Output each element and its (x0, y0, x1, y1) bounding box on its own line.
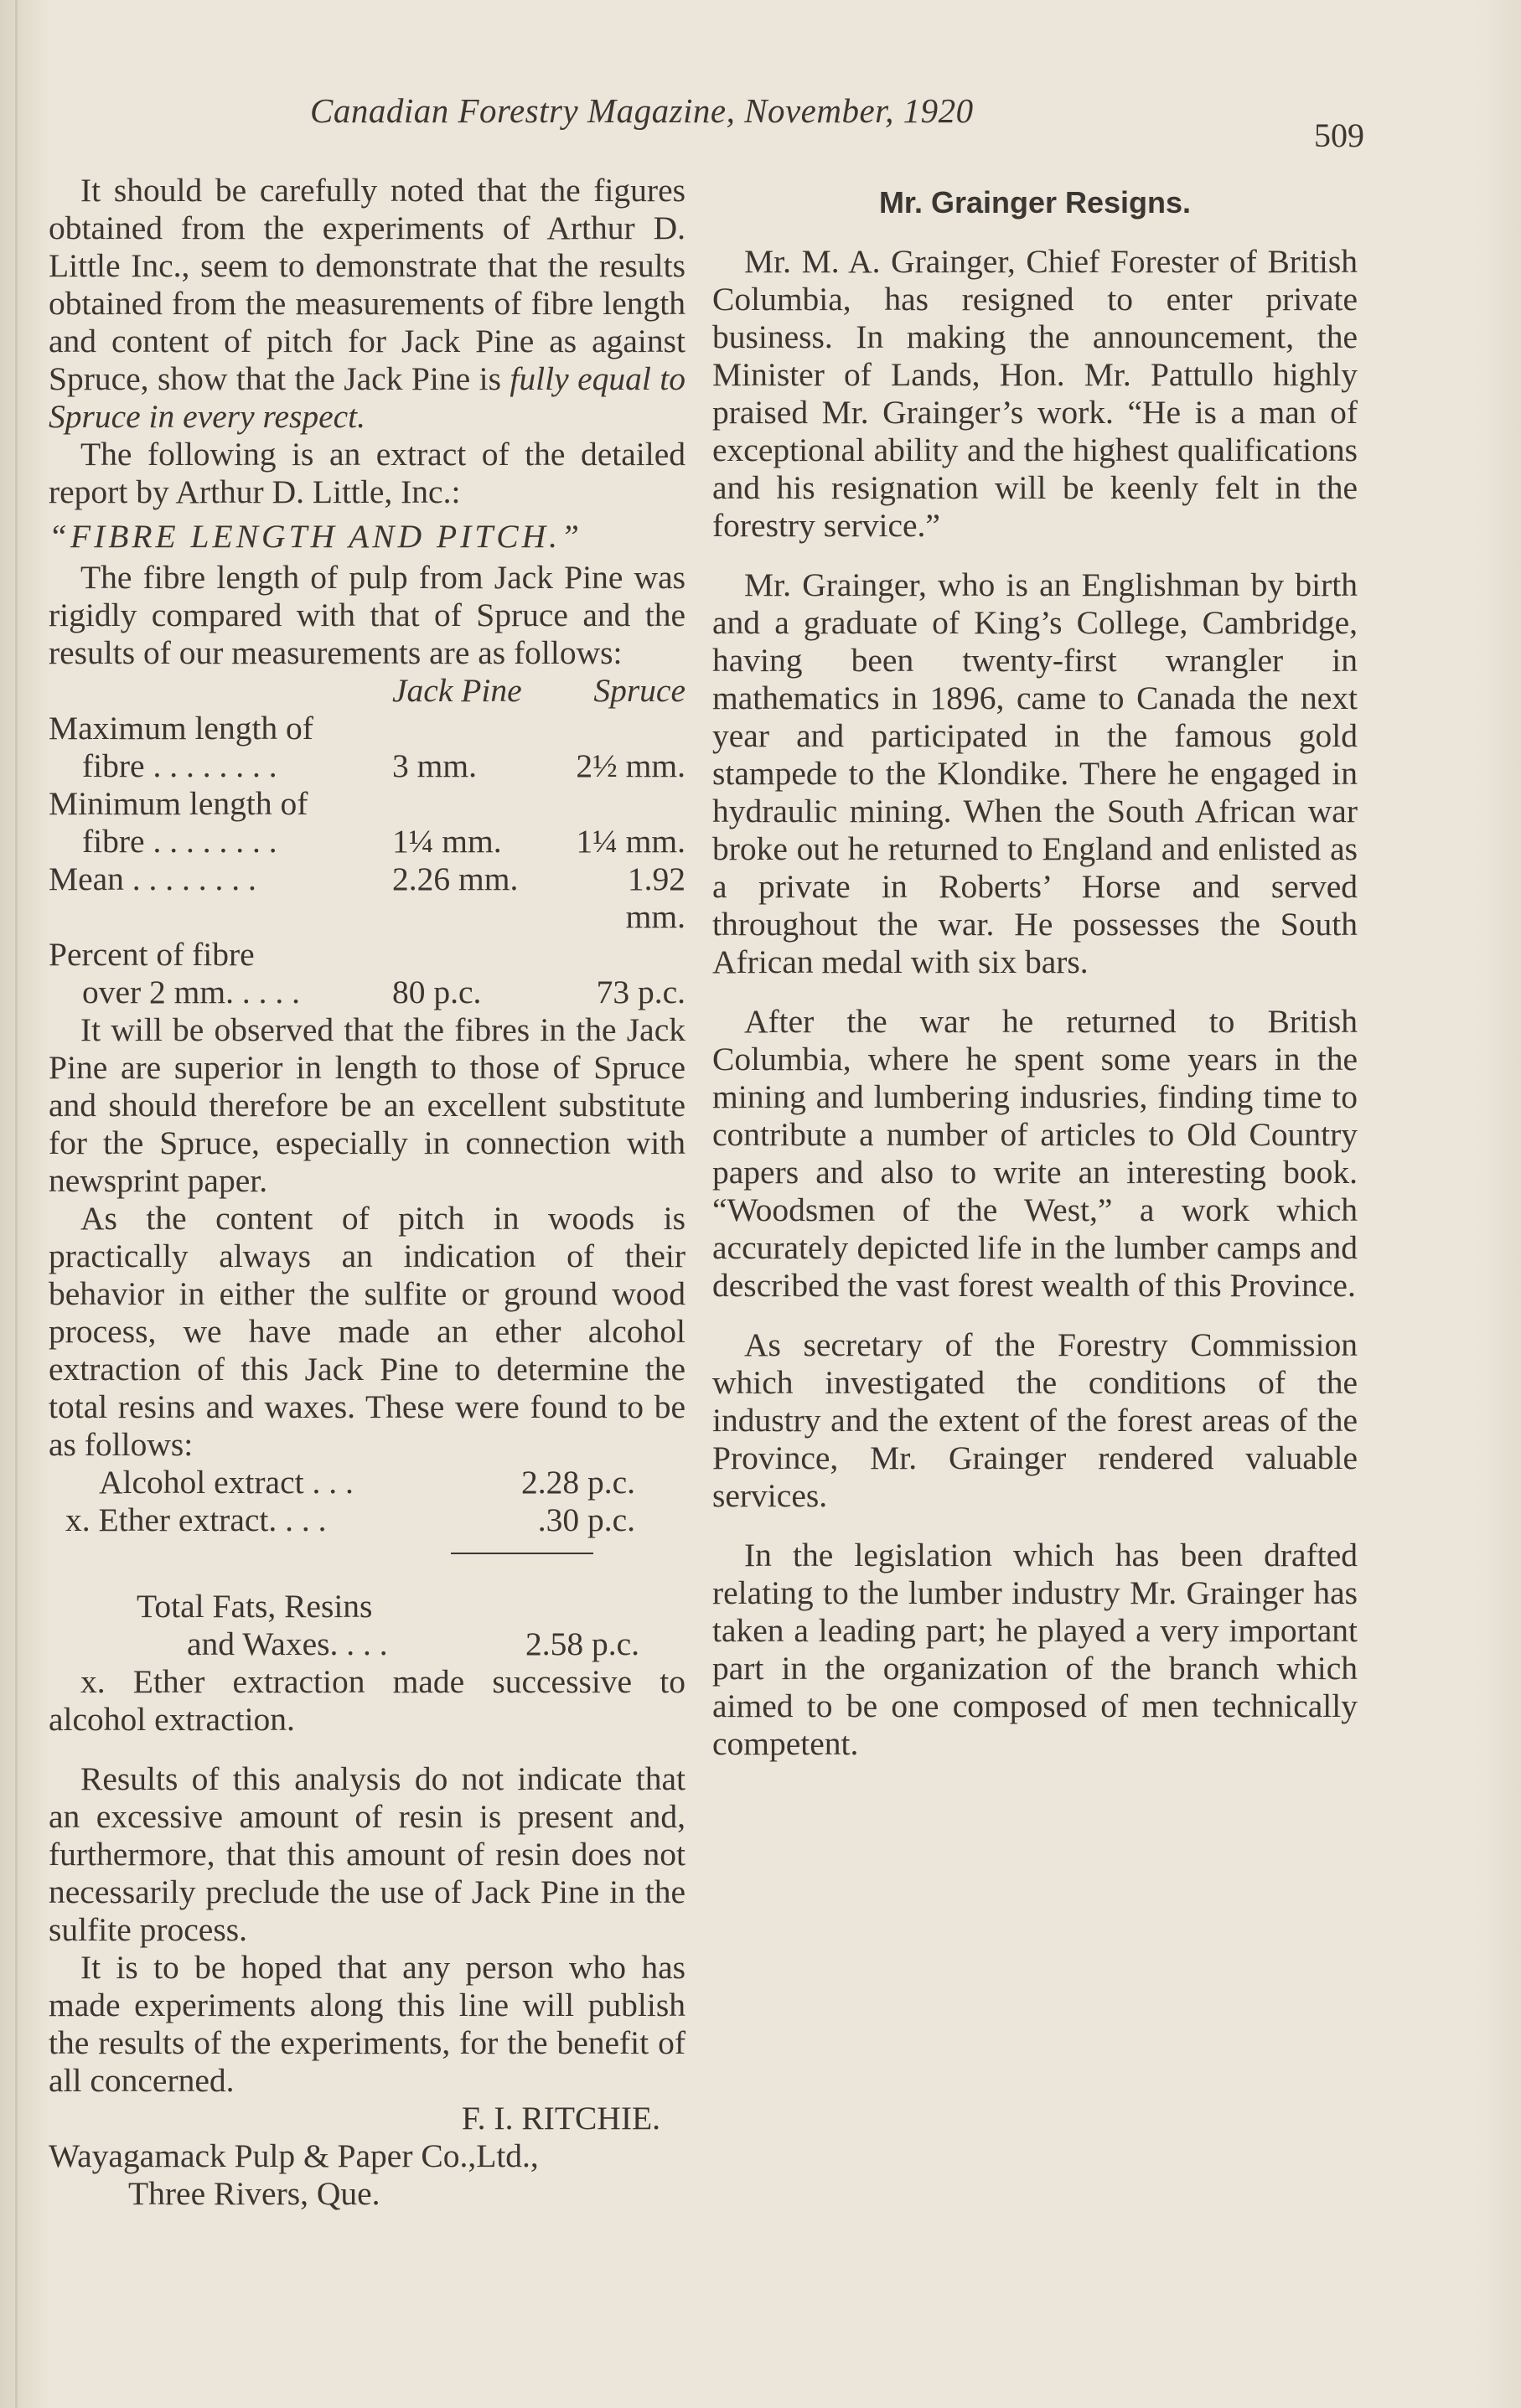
emphasis-text: fully equal to Spruce in every respect. (49, 360, 686, 435)
right-column (712, 180, 1358, 1763)
paragraph: Mr. M. A. Grainger, Chief Forester of British Columbia, has resigned to enter private business. In making the announcement, the Minister of Lands, Hon. Mr. Pattullo highly praised Mr. Grainger’s work. “He is a man of exceptional ability and the highest qualifications and his resignation will be keenly felt in the forestry service.” (712, 243, 1358, 544)
extract-row: Alcohol extract . . . 2.28 p.c. (99, 1464, 635, 1501)
column-header: Jack Pine (392, 672, 522, 709)
paragraph (49, 172, 685, 436)
fibre-table (49, 672, 685, 1011)
table-row-label: Minimum length of (49, 785, 308, 822)
column-header: Spruce (593, 672, 685, 709)
total-rule (451, 1553, 593, 1554)
article-headline: Mr. Grainger Resigns. (878, 185, 1192, 220)
total-row: and Waxes. . . . 2.58 p.c. (187, 1625, 639, 1662)
paragraph: It will be observed that the fibres in the Jack Pine are superior in length to those of Spruce and should therefore be an excellent substitute for the Spruce, especially in connection with newsprint paper. (49, 1011, 685, 1199)
total-label-line: Total Fats, Resins (137, 1588, 373, 1625)
table-row: fibre . . . . . . . . 3 mm. 2½ mm. (82, 747, 685, 784)
signature-name: F. I. RITCHIE. (461, 2100, 660, 2137)
paragraph: As the content of pitch in woods is practically always an indication of their behavior in either the sulfite or ground wood process, we have made an ether alcohol extraction of this Jack Pine to determine the total resins and waxes. These were found to be as follows: (49, 1200, 685, 1463)
left-column (49, 172, 685, 2213)
paragraph: The fibre length of pulp from Jack Pine was rigidly compared with that of Spruce and the results of our measurements are as follows: (49, 559, 685, 671)
paragraph: Results of this analysis do not indicate that an excessive amount of resin is present and, furthermore, that this amount of resin does not necessarily preclude the use of Jack Pine in the sulfite process. (49, 1760, 685, 1948)
table-row: Mean . . . . . . . . 2.26 mm. 1.92 mm. (49, 860, 685, 935)
paragraph-text: It should be carefully noted that the figures obtained from the experiments of Arthur D. Little Inc., seem to demonstrate that the results obtained from the measurements of fibre length and content of pitch for Jack Pine as against Spruce, show that the Jack Pine is (49, 172, 685, 397)
paragraph: It is to be hoped that any person who has made experiments along this line will publish the results of the experiments, for the benefit of all concerned. (49, 1949, 685, 2099)
paragraph: Mr. Grainger, who is an Englishman by birth and a graduate of King’s College, Cambridge, having been twenty-first wrangler in mathematics in 1896, came to Canada the next year and participated in the famous gold stampede to the Klondike. There he engaged in hydraulic mining. When the South African war broke out he returned to England and enlisted as a private in Roberts’ Horse and served throughout the war. He possesses the South African medal with six bars. (712, 566, 1358, 980)
running-head: Canadian Forestry Magazine, November, 1920 (310, 91, 974, 130)
table-row: fibre . . . . . . . . 1¼ mm. 1¼ mm. (82, 823, 685, 860)
table-row-label: Maximum length of (49, 710, 313, 747)
paragraph: In the legislation which has been drafted relating to the lumber industry Mr. Grainger has taken a leading part; he played a very important part in the organization of the branch which aimed to be one composed of men technically competent. (712, 1537, 1358, 1762)
extract-row: x. Ether extract. . . . .30 p.c. (65, 1501, 635, 1538)
table-row: over 2 mm. . . . . 80 p.c. 73 p.c. (82, 974, 685, 1010)
extract-list (49, 1464, 685, 1539)
table-header (49, 672, 685, 710)
section-title: “FIBRE LENGTH AND PITCH.” (49, 518, 582, 555)
paragraph: As secretary of the Forestry Commission which investigated the conditions of the industry and the extent of the forest areas of the Province, Mr. Grainger rendered valuable services. (712, 1326, 1358, 1514)
binding-gutter (15, 0, 18, 2408)
paragraph: The following is an extract of the detailed report by Arthur D. Little, Inc.: (49, 436, 685, 510)
table-row-label: Percent of fibre (49, 936, 255, 973)
footnote: x. Ether extraction made successive to alcohol extraction. (49, 1663, 685, 1738)
signature-place: Three Rivers, Que. (128, 2175, 380, 2212)
page-number: 509 (1314, 116, 1364, 154)
signature-company: Wayagamack Pulp & Paper Co.,Ltd., (49, 2137, 539, 2174)
paragraph: After the war he returned to British Columbia, where he spent some years in the mining and lumbering indusries, finding time to contribute a number of articles to Old Country papers and also to write an interesting book. “Woodsmen of the West,” a work which accurately depicted life in the lumber camps and described the vast forest wealth of this Province. (712, 1003, 1358, 1304)
